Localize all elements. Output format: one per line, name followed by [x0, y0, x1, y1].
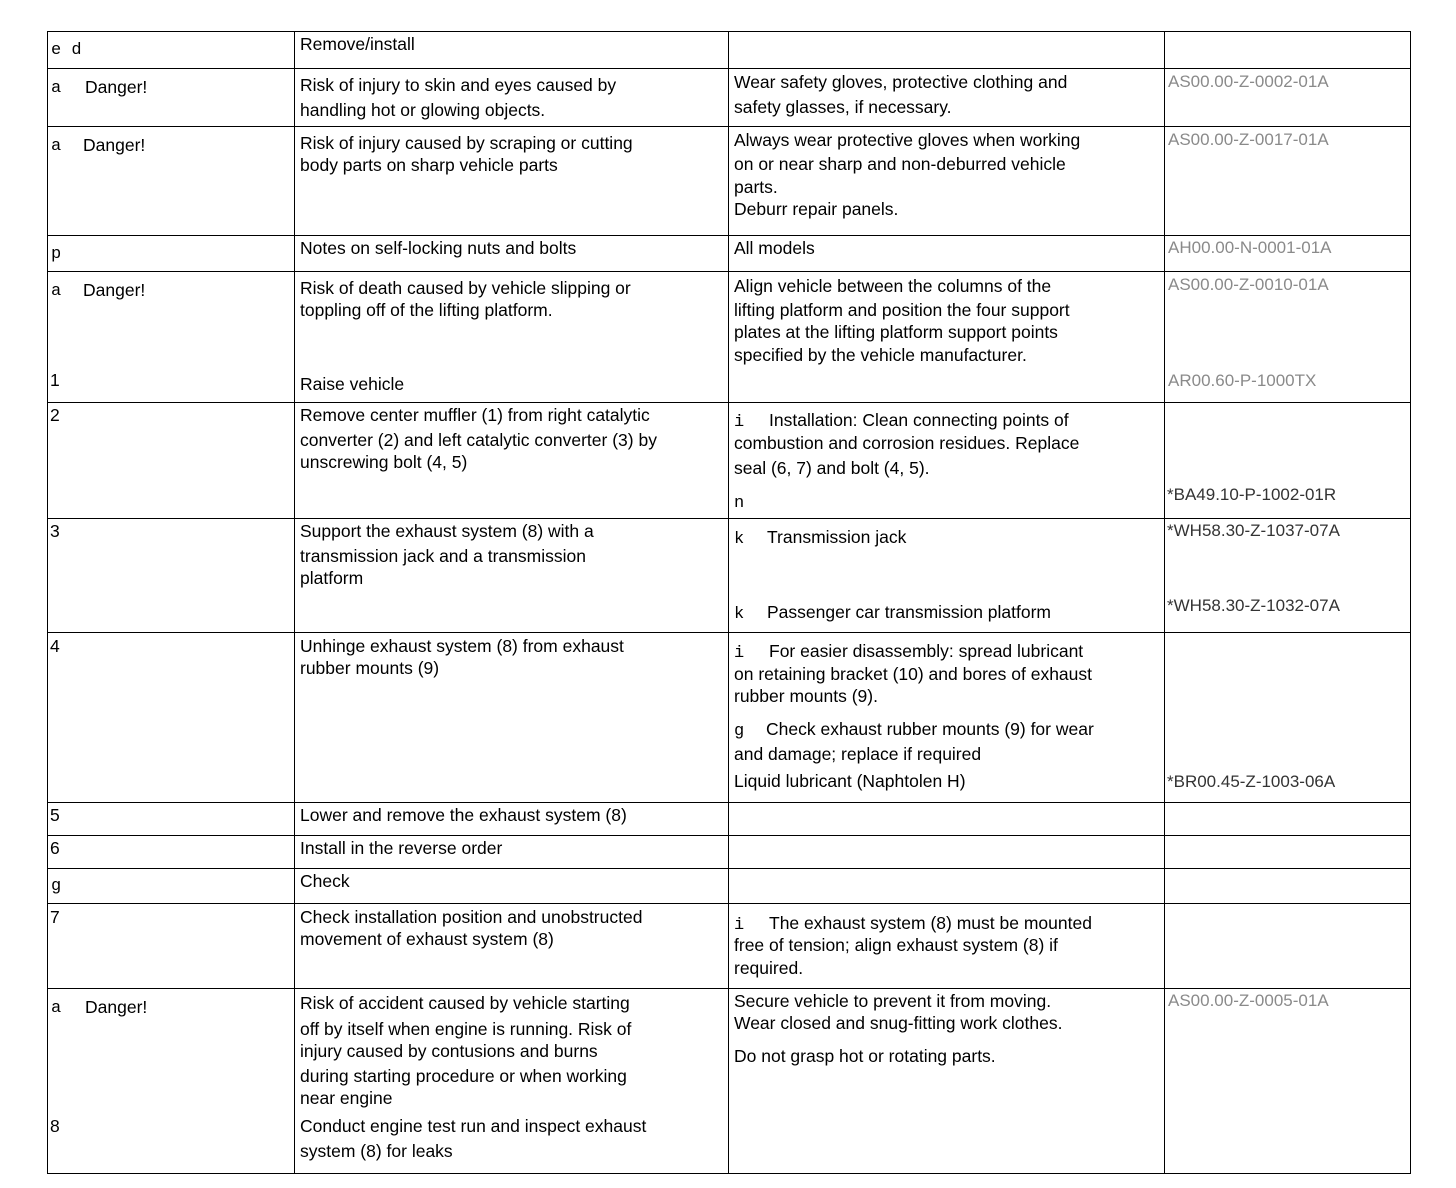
action-text: handling hot or glowing objects. [300, 100, 546, 120]
note-text: Deburr repair panels. [734, 199, 899, 219]
note-text: plates at the lifting platform support points [734, 322, 1058, 342]
action-text: Install in the reverse order [300, 838, 503, 858]
note-text: Installation: Clean connecting points of [769, 410, 1069, 430]
action-text: Unhinge exhaust system (8) from exhaust [300, 636, 624, 656]
action-text: movement of exhaust system (8) [300, 929, 554, 949]
note-text: safety glasses, if necessary. [734, 97, 952, 117]
tool-text: Transmission jack [767, 527, 907, 547]
table-row [48, 518, 1410, 632]
reference-code: AR00.60-P-1000TX [1168, 371, 1317, 390]
note-text: parts. [734, 177, 778, 197]
action-text: Check [300, 871, 350, 891]
danger-label: Danger! [85, 77, 148, 97]
step-number: 8 [50, 1116, 60, 1136]
reference-code: AH00.00-N-0001-01A [1168, 238, 1332, 257]
tool-symbol: k [734, 530, 745, 549]
action-text: body parts on sharp vehicle parts [300, 155, 558, 175]
note-text: on retaining bracket (10) and bores of exhaust [734, 664, 1092, 684]
note-text: For easier disassembly: spread lubricant [769, 641, 1084, 661]
table-row [48, 235, 1410, 271]
step-number: 5 [50, 805, 60, 825]
step-number: 1 [50, 370, 60, 390]
note-text: lifting platform and position the four support [734, 300, 1070, 320]
note-text: Liquid lubricant (Naphtolen H) [734, 771, 966, 791]
note-text: Wear closed and snug-fitting work clothes. [734, 1013, 1063, 1033]
info-symbol: i [734, 413, 745, 432]
note-text: Do not grasp hot or rotating parts. [734, 1046, 996, 1066]
step-number: 3 [50, 521, 60, 541]
reference-code: AS00.00-Z-0017-01A [1168, 130, 1329, 149]
table-row [48, 68, 1410, 126]
note-text: specified by the vehicle manufacturer. [734, 345, 1027, 365]
warning-symbol: a [51, 999, 62, 1018]
table-row [48, 988, 1410, 1173]
action-text: near engine [300, 1088, 393, 1108]
note-text: Always wear protective gloves when working [734, 130, 1081, 150]
action-text: off by itself when engine is running. Risk of [300, 1019, 632, 1039]
reference-code: *WH58.30-Z-1037-07A [1167, 521, 1340, 540]
action-text: Support the exhaust system (8) with a [300, 521, 594, 541]
table-row [48, 632, 1410, 802]
note-text: The exhaust system (8) must be mounted [769, 913, 1092, 933]
action-text: Remove center muffler (1) from right catalytic [300, 405, 650, 425]
note-text: seal (6, 7) and bolt (4, 5). [734, 458, 930, 478]
action-text: toppling off of the lifting platform. [300, 300, 553, 320]
reference-code: AS00.00-Z-0002-01A [1168, 72, 1329, 91]
table-row [48, 903, 1410, 988]
reference-code: AS00.00-Z-0005-01A [1168, 991, 1329, 1010]
step-number: 4 [50, 636, 60, 656]
reference-code: *BR00.45-Z-1003-06A [1167, 772, 1336, 791]
action-text: Risk of accident caused by vehicle starting [300, 993, 630, 1013]
action-text: system (8) for leaks [300, 1141, 453, 1161]
action-text: during starting procedure or when working [300, 1066, 627, 1086]
action-text: Conduct engine test run and inspect exhaust [300, 1116, 647, 1136]
note-text: and damage; replace if required [734, 744, 982, 764]
step-number: 6 [50, 838, 60, 858]
symbol-text: p [51, 245, 62, 264]
check-symbol: g [734, 722, 745, 741]
reference-code: AS00.00-Z-0010-01A [1168, 275, 1329, 294]
note-text: combustion and corrosion residues. Replace [734, 433, 1080, 453]
action-text: transmission jack and a transmission [300, 546, 586, 566]
check-symbol: g [51, 877, 62, 896]
reference-code: *BA49.10-P-1002-01R [1167, 485, 1337, 504]
warning-symbol: a [51, 79, 62, 98]
note-text: on or near sharp and non-deburred vehicle [734, 154, 1066, 174]
note-text: required. [734, 958, 804, 978]
note-text: Check exhaust rubber mounts (9) for wear [766, 719, 1094, 739]
info-symbol: i [734, 644, 745, 663]
symbol-text: e d [51, 41, 82, 60]
procedure-table [47, 31, 1411, 1174]
action-text: Risk of injury to skin and eyes caused by [300, 75, 617, 95]
warning-symbol: a [51, 137, 62, 156]
action-text: Notes on self-locking nuts and bolts [300, 238, 577, 258]
table-row [48, 32, 1410, 68]
action-text: unscrewing bolt (4, 5) [300, 452, 468, 472]
note-text: All models [734, 238, 815, 258]
warning-symbol: a [51, 282, 62, 301]
table-row [48, 126, 1410, 235]
note-text: free of tension; align exhaust system (8) if [734, 935, 1058, 955]
reference-code: *WH58.30-Z-1032-07A [1167, 596, 1340, 615]
action-text: Check installation position and unobstructed [300, 907, 643, 927]
danger-label: Danger! [83, 135, 146, 155]
action-text: Lower and remove the exhaust system (8) [300, 805, 627, 825]
action-text: Risk of death caused by vehicle slipping or [300, 278, 631, 298]
table-row [48, 868, 1410, 903]
note-text: Secure vehicle to prevent it from moving. [734, 991, 1052, 1011]
table-row [48, 835, 1410, 868]
note-symbol: n [734, 494, 745, 513]
table-row [48, 271, 1410, 402]
note-text: Wear safety gloves, protective clothing and [734, 72, 1068, 92]
step-number: 7 [50, 907, 60, 927]
action-text: rubber mounts (9) [300, 658, 440, 678]
danger-label: Danger! [83, 280, 146, 300]
table-row [48, 402, 1410, 518]
step-number: 2 [50, 405, 60, 425]
action-text: injury caused by contusions and burns [300, 1041, 598, 1061]
action-text: Remove/install [300, 34, 415, 54]
info-symbol: i [734, 916, 745, 935]
action-text: Raise vehicle [300, 374, 405, 394]
danger-label: Danger! [85, 997, 148, 1017]
tool-symbol: k [734, 605, 745, 624]
note-text: Align vehicle between the columns of the [734, 276, 1052, 296]
action-text: converter (2) and left catalytic converter (3) by [300, 430, 657, 450]
action-text: Risk of injury caused by scraping or cutting [300, 133, 633, 153]
note-text: rubber mounts (9). [734, 686, 878, 706]
tool-text: Passenger car transmission platform [767, 602, 1051, 622]
table-row [48, 802, 1410, 835]
action-text: platform [300, 568, 364, 588]
